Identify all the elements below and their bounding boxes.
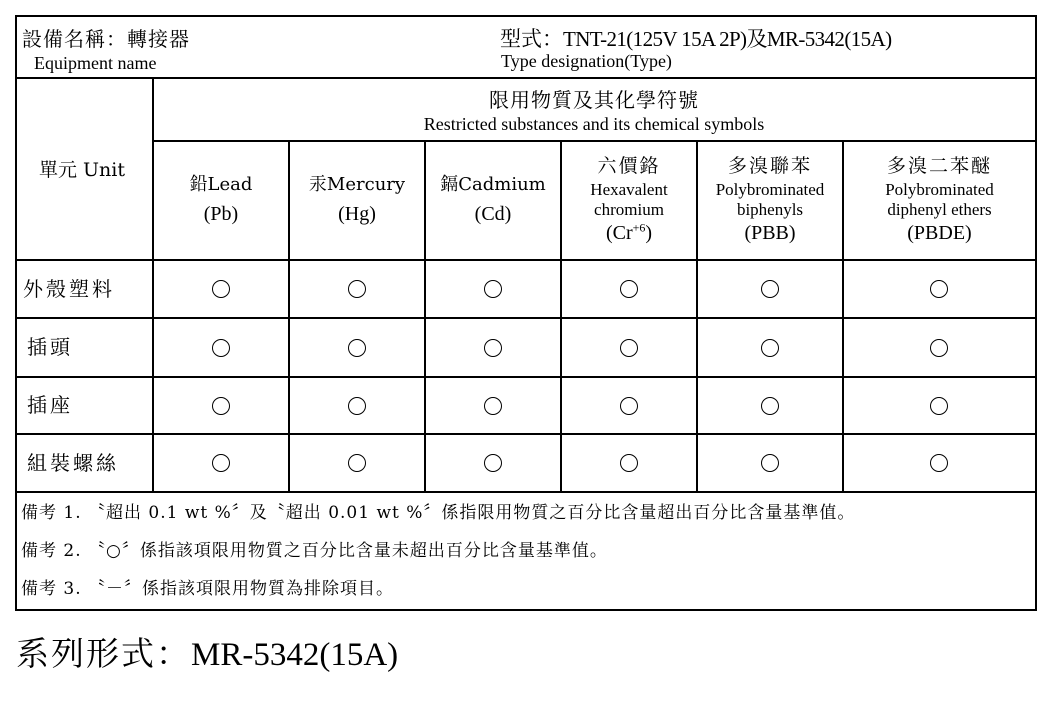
column-header-label: 鉛Lead	[189, 173, 253, 195]
row-label-housing-plastic: 外殼塑料	[23, 277, 115, 301]
compliance-mark	[348, 454, 366, 472]
compliance-mark	[761, 339, 779, 357]
note-2: 備考 2. 〝○〞係指該項限用物質之百分比含量未超出百分比含量基準值。	[21, 541, 608, 561]
column-header-symbol: (Pb)	[203, 203, 239, 226]
row-label-assembly-screw: 組裝螺絲	[27, 451, 119, 475]
column-header-lead	[154, 142, 288, 259]
column-header-label-en: Polybrominated diphenyl ethers	[885, 180, 994, 219]
column-header-label: 多溴二苯醚	[886, 154, 992, 177]
column-header-symbol: (PBB)	[744, 222, 796, 245]
series-line	[16, 634, 399, 673]
rohs-declaration-table	[15, 15, 1037, 611]
type-designation	[500, 29, 891, 50]
compliance-mark	[484, 397, 502, 415]
column-header-hexavalent-chromium	[562, 142, 696, 259]
unit-column-header: 單元 Unit	[39, 159, 126, 181]
row-divider	[17, 317, 1035, 319]
compliance-mark	[484, 454, 502, 472]
column-header-symbol: $(Cr^{+6})$	[605, 220, 653, 245]
note-3: 備考 3. 〝－〞係指該項限用物質為排除項目。	[21, 579, 395, 599]
compliance-mark	[484, 339, 502, 357]
column-header-symbol: (Cd)	[474, 203, 512, 226]
note-1: 備考 1. 〝超出 0.1 wt %〞及〝超出 0.01 wt %〞係指限用物質之百分比含量超出百分比含量基準值。	[21, 503, 856, 523]
compliance-mark	[761, 397, 779, 415]
column-header-label: 汞Mercury	[308, 173, 406, 195]
compliance-mark	[930, 454, 948, 472]
compliance-mark	[212, 339, 230, 357]
compliance-mark	[212, 454, 230, 472]
column-header-pbb	[698, 142, 842, 259]
equipment-name-label: 設備名稱：轉接器	[22, 27, 190, 51]
compliance-mark	[348, 339, 366, 357]
row-divider	[17, 376, 1035, 378]
column-header-label: 多溴聯苯	[727, 154, 812, 177]
compliance-mark	[620, 454, 638, 472]
column-header-symbol: (Hg)	[338, 203, 376, 226]
compliance-mark	[348, 397, 366, 415]
compliance-mark	[484, 280, 502, 298]
type-designation-label-en: Type designation(Type)	[501, 51, 672, 71]
unit-column-divider	[152, 77, 154, 493]
compliance-mark	[620, 280, 638, 298]
compliance-mark	[930, 339, 948, 357]
compliance-mark	[761, 454, 779, 472]
compliance-mark	[930, 280, 948, 298]
column-header-mercury	[290, 142, 424, 259]
type-label: 型式：	[500, 27, 563, 51]
equipment-name-label-en: Equipment name	[34, 53, 157, 73]
compliance-mark	[930, 397, 948, 415]
column-header-label-en: Hexavalent chromium	[590, 180, 668, 219]
compliance-mark	[620, 339, 638, 357]
column-header-label: 鎘Cadmium	[440, 173, 546, 195]
column-header-label-en: Polybrominated biphenyls	[715, 180, 825, 219]
row-label-socket: 插座	[27, 393, 73, 417]
column-header-cadmium	[426, 142, 560, 259]
compliance-mark	[761, 280, 779, 298]
notes-divider	[17, 491, 1035, 493]
row-label-plug: 插頭	[27, 335, 73, 359]
column-header-label: 六價鉻	[597, 154, 661, 177]
compliance-mark	[348, 280, 366, 298]
series-label: 系列形式：	[16, 634, 191, 673]
restricted-substances-title-en: Restricted substances and its chemical symbols	[423, 114, 765, 134]
column-header-pbde	[844, 142, 1035, 259]
series-value: MR-5342(15A)	[191, 637, 399, 673]
column-header-divider	[17, 259, 1035, 261]
compliance-mark	[212, 280, 230, 298]
column-header-symbol: (PBDE)	[907, 222, 972, 245]
compliance-mark	[212, 397, 230, 415]
restricted-substances-title: 限用物質及其化學符號	[489, 88, 699, 112]
header-divider	[17, 77, 1035, 79]
type-value: TNT-21(125V 15A 2P)及MR-5342(15A)	[563, 27, 892, 51]
row-divider	[17, 433, 1035, 435]
compliance-mark	[620, 397, 638, 415]
